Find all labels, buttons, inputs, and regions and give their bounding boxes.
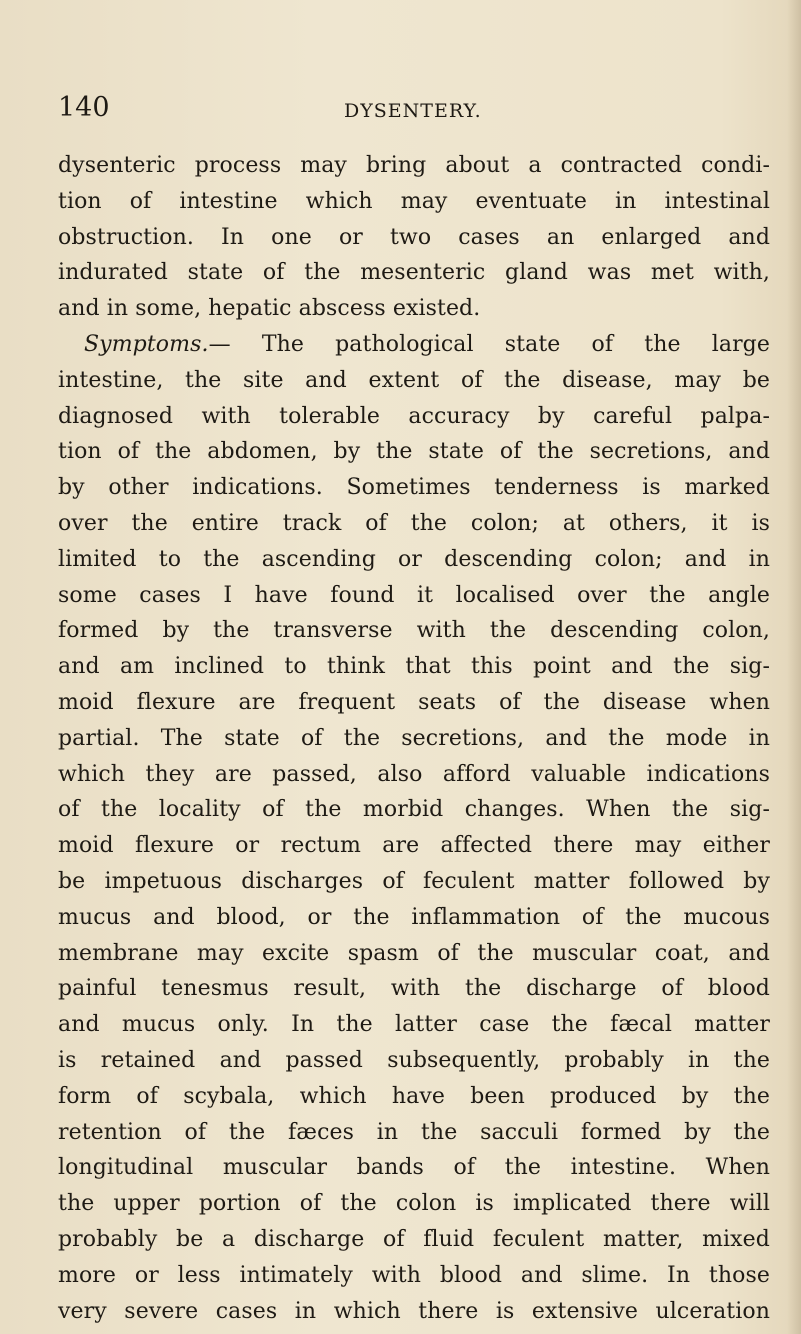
text-line: indurated state of the mesenteric gland was met with,: [58, 260, 770, 286]
symptoms-heading: Symptoms.: [84, 331, 209, 357]
running-title: DYSENTERY.: [344, 100, 482, 122]
text-line: and mucus only. In the latter case the fæcal matter: [58, 1012, 770, 1038]
text-line: be impetuous discharges of feculent matter followed by: [58, 868, 770, 894]
text-line: tion of intestine which may eventuate in intestinal: [58, 188, 770, 214]
text-line: is retained and passed subsequently, probably in the: [58, 1047, 770, 1073]
text-line: limited to the ascending or descending colon; and in: [58, 546, 770, 572]
text-line: some cases I have found it localised over the angle: [58, 582, 770, 608]
text-line: by other indications. Sometimes tenderness is marked: [58, 475, 770, 501]
text-line: moid flexure or rectum are affected there may either: [58, 833, 770, 859]
page-number: 140: [58, 92, 110, 123]
text-line: painful tenesmus result, with the discharge of blood: [58, 976, 770, 1002]
text-line: diagnosed with tolerable accuracy by careful palpa-: [58, 403, 770, 429]
text-line: longitudinal muscular bands of the intestine. When: [58, 1155, 770, 1181]
body-text: [58, 148, 770, 1329]
text-line: membrane may excite spasm of the muscular coat, and: [58, 940, 770, 966]
text-line: mucus and blood, or the inflammation of the mucous: [58, 904, 770, 930]
text-line: and am inclined to think that this point and the sig-: [58, 654, 770, 680]
text-line: form of scybala, which have been produced by the: [58, 1083, 770, 1109]
text-line: over the entire track of the colon; at others, it is: [58, 510, 770, 536]
running-head: [0, 92, 801, 132]
text-line: dysenteric process may bring about a contracted condi-: [58, 153, 770, 178]
page-edge-shadow: [787, 0, 801, 1334]
text-line: and in some, hepatic abscess existed.: [58, 296, 481, 322]
text-line: which they are passed, also afford valuable indications: [58, 761, 770, 787]
text-line: obstruction. In one or two cases an enlarged and: [58, 224, 770, 250]
text-line: formed by the transverse with the descending colon,: [58, 618, 770, 644]
text-line: tion of the abdomen, by the state of the secretions, and: [58, 439, 770, 465]
symptoms-first-line-text: — The pathological state of the large: [208, 331, 770, 357]
text-line: very severe cases in which there is extensive ulceration: [58, 1298, 770, 1324]
text-line: of the locality of the morbid changes. When the sig-: [58, 797, 770, 823]
text-line: the upper portion of the colon is implicated there will: [58, 1191, 770, 1217]
text-line: intestine, the site and extent of the disease, may be: [58, 367, 770, 393]
symptoms-paragraph-start: [58, 327, 770, 363]
text-line: probably be a discharge of fluid feculent matter, mixed: [58, 1226, 770, 1252]
text-line: more or less intimately with blood and slime. In those: [58, 1262, 770, 1288]
text-line: partial. The state of the secretions, and the mode in: [58, 725, 770, 751]
text-line: moid flexure are frequent seats of the disease when: [58, 689, 770, 715]
text-line: retention of the fæces in the sacculi formed by the: [58, 1119, 770, 1145]
